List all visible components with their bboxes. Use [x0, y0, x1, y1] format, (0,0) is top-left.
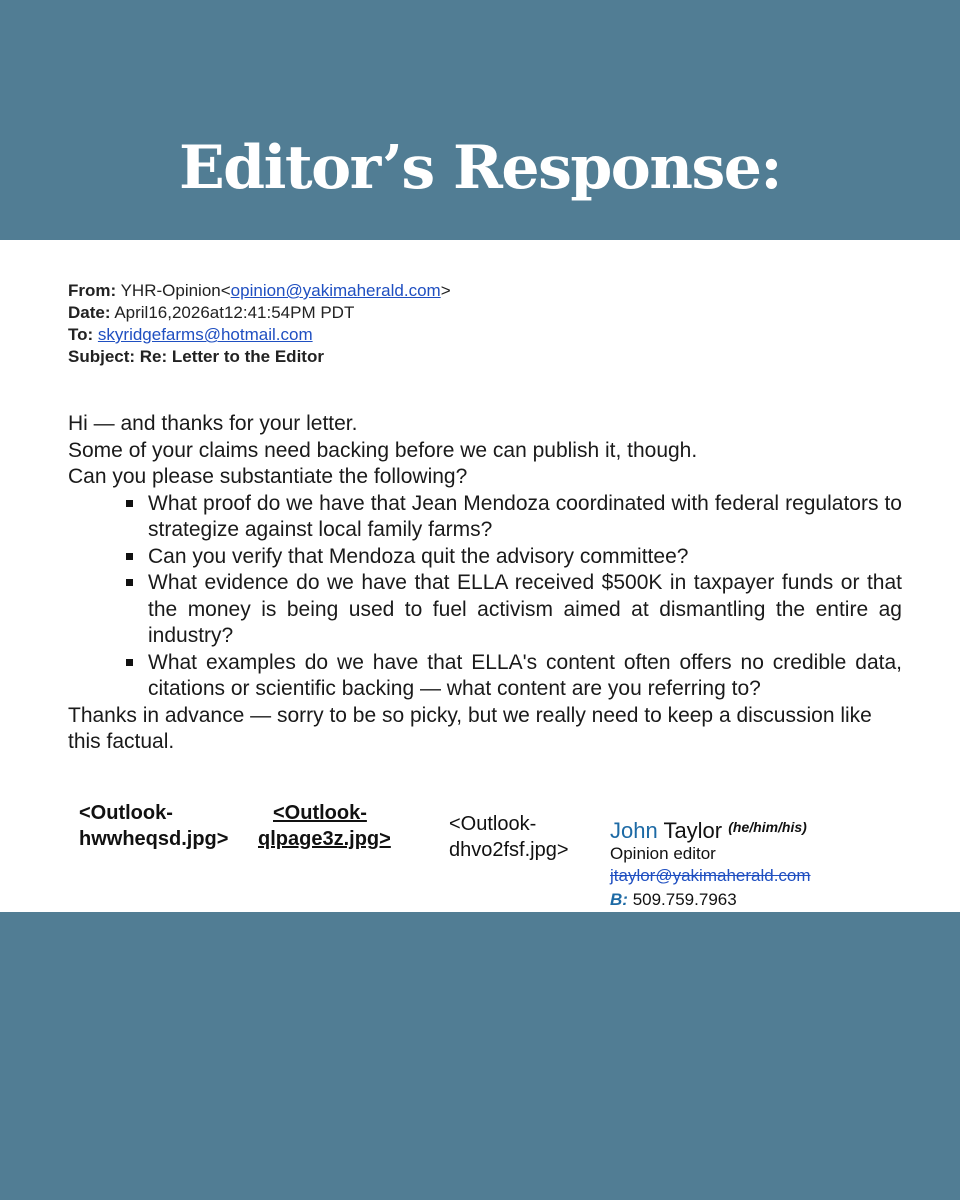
signature-first-name: John [610, 818, 658, 843]
signature-name [610, 814, 811, 844]
subject-line: Subject: Re: Letter to the Editor [68, 347, 324, 366]
page-title: Editor’s Response: [178, 133, 782, 203]
attachment-1-line-2: hwwheqsd.jpg> [79, 828, 229, 850]
question-list [68, 491, 902, 703]
attachment-2-line-1: <Outlook- [273, 802, 367, 824]
to-row [68, 324, 451, 346]
list-item: What evidence do we have that ELLA received $500K in taxpayer funds or that the money is being used to fuel activism aimed at dismantling the entire ag industry? [68, 570, 902, 650]
subject-row [68, 346, 451, 368]
signature-role: Opinion editor [610, 844, 716, 863]
date-label: Date: [68, 303, 111, 322]
attachment-2-line-2: qlpage3z.jpg> [258, 828, 391, 850]
signature-last-name: Taylor [663, 818, 723, 843]
attachment-1-line-1: <Outlook- [79, 802, 173, 824]
email-document [0, 240, 960, 912]
phone-label: B: [610, 890, 628, 909]
from-address-link[interactable]: opinion@yakimaherald.com [230, 281, 441, 300]
header-banner [0, 0, 960, 240]
to-address-link[interactable]: skyridgefarms@hotmail.com [97, 325, 313, 344]
list-item: Can you verify that Mendoza quit the advisory committee? [68, 544, 902, 571]
from-close: > [440, 281, 451, 300]
greeting: Hi — and thanks for your letter. [68, 412, 358, 435]
body-line-2: Some of your claims need backing before we can publish it, though. [68, 438, 698, 462]
attachment-placeholder-2[interactable] [258, 800, 407, 852]
phone-number: 509.759.7963 [632, 890, 737, 909]
date-row [68, 302, 451, 324]
from-name: YHR-Opinion< [120, 281, 231, 300]
date-value: April16,2026at12:41:54PM PDT [114, 303, 355, 322]
signature-pronouns: (he/him/his) [728, 819, 807, 835]
closing: Thanks in advance — sorry to be so picky, but we really need to keep a discussion like this factual. [68, 703, 872, 753]
email-body [68, 411, 902, 756]
to-label: To: [68, 325, 94, 344]
signature-phone [610, 888, 811, 912]
list-item: What proof do we have that Jean Mendoza coordinated with federal regulators to strategize against local family farms? [68, 491, 902, 544]
from-row [68, 280, 451, 302]
body-line-3: Can you please substantiate the following? [68, 465, 468, 488]
list-item: What examples do we have that ELLA's content often offers no credible data, citations or scientific backing — what content are you referring to? [68, 650, 902, 703]
email-headers [68, 280, 451, 368]
attachment-3-line-1: <Outlook- [449, 813, 537, 835]
from-label: From: [68, 281, 117, 300]
attachment-3-line-2: dhvo2fsf.jpg> [449, 839, 569, 861]
signature-email-link[interactable]: jtaylor@yakimaherald.com [610, 866, 811, 885]
email-signature [610, 814, 811, 912]
attachment-placeholder-3 [449, 811, 569, 863]
attachment-placeholder-1 [79, 800, 228, 852]
